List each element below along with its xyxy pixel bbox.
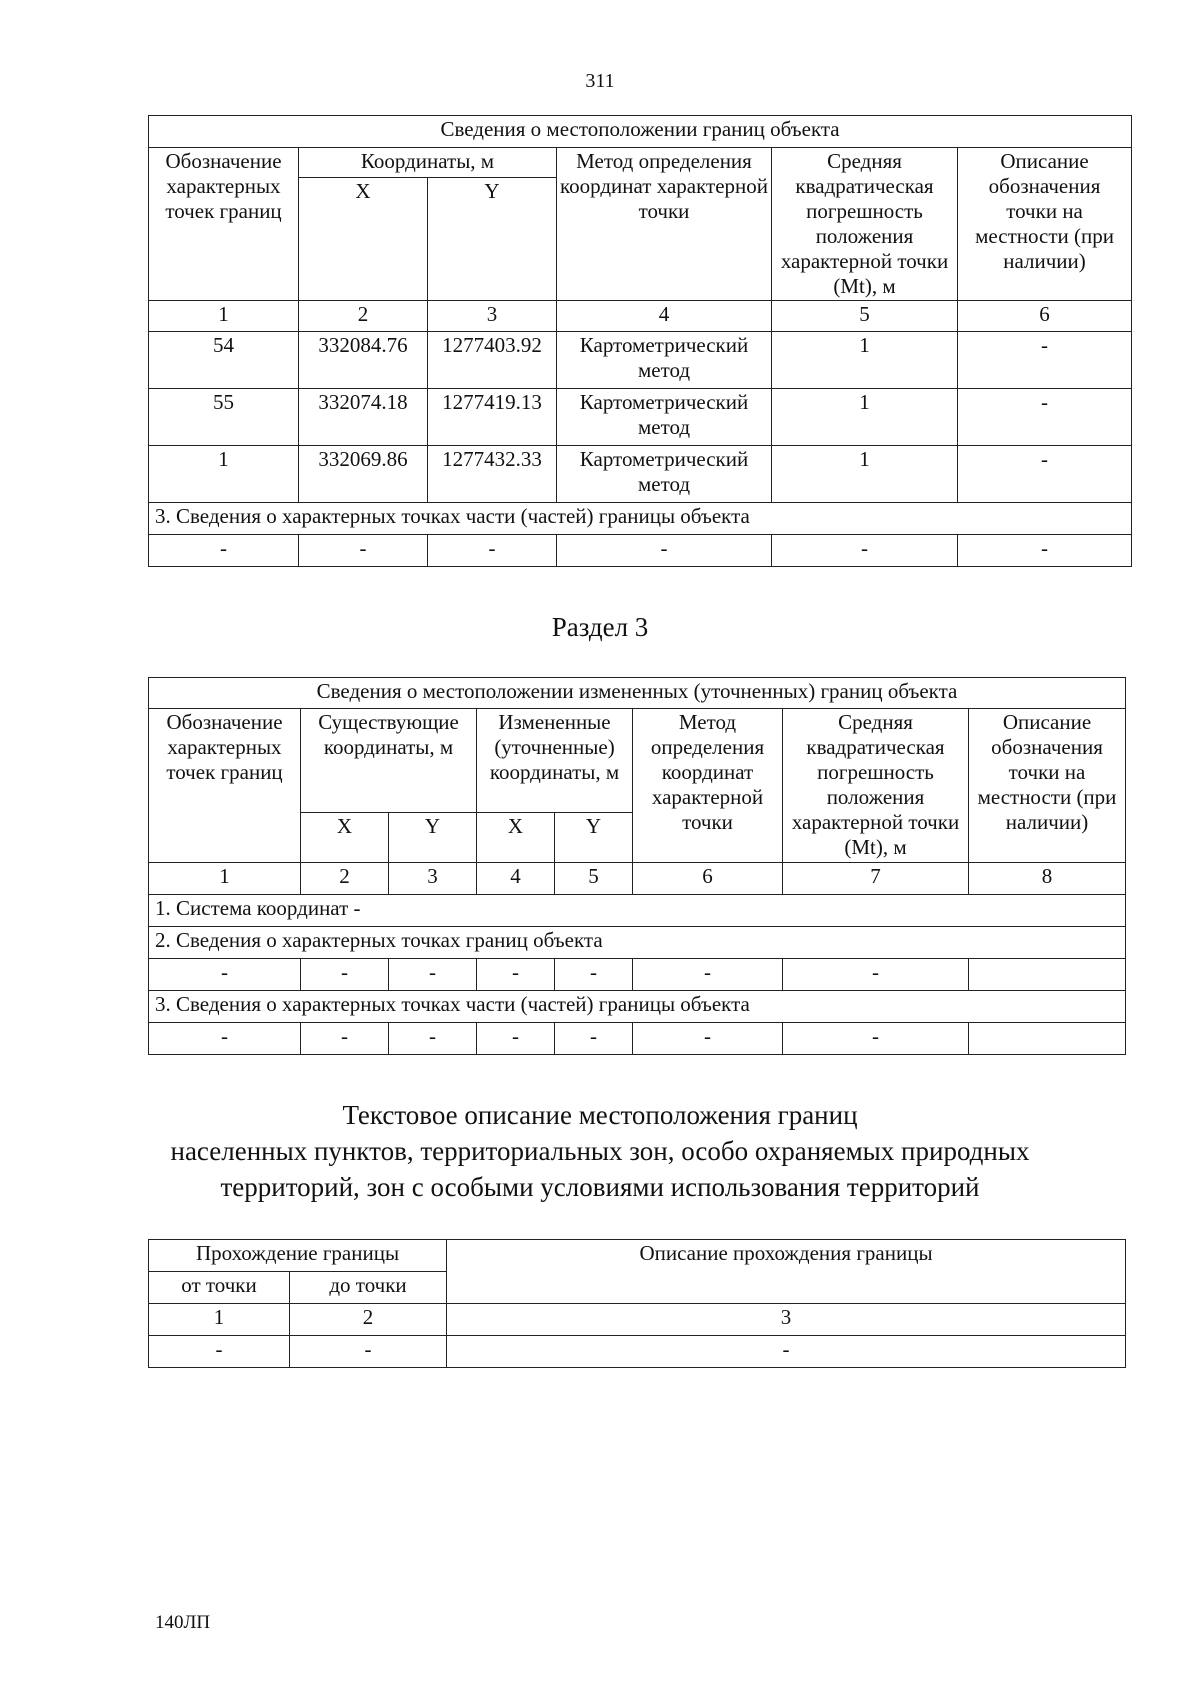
column-number: 5 <box>772 301 958 332</box>
header-x: X <box>301 813 389 863</box>
description-value: - <box>958 332 1132 389</box>
header-description: Описание обозначения точки на местности (при наличии) <box>969 709 1126 863</box>
empty-cell: - <box>447 1336 1126 1368</box>
coord-x: 332074.18 <box>299 389 428 446</box>
description-value: - <box>958 446 1132 503</box>
coordinate-system-label: 1. Система координат - <box>149 895 1126 927</box>
empty-cell: - <box>555 959 633 991</box>
column-number: 3 <box>389 863 477 895</box>
table-row <box>149 1336 1126 1368</box>
table-row <box>149 332 1132 389</box>
boundary-location-table <box>148 115 1132 567</box>
empty-cell: - <box>557 535 772 567</box>
coord-y: 1277403.92 <box>428 332 557 389</box>
header-x: X <box>299 178 428 301</box>
empty-cell: - <box>477 1023 555 1055</box>
column-number: 3 <box>428 301 557 332</box>
table-row <box>149 535 1132 567</box>
column-number: 1 <box>149 863 301 895</box>
column-number: 5 <box>555 863 633 895</box>
section-title: Раздел 3 <box>551 612 649 642</box>
column-number: 2 <box>301 863 389 895</box>
heading-line: населенных пунктов, территориальных зон, особо охраняемых природных <box>170 1136 1030 1166</box>
point-id: 55 <box>149 389 299 446</box>
method: Картометрический метод <box>557 446 772 503</box>
empty-cell: - <box>149 959 301 991</box>
section-label: 2. Сведения о характерных точках границ объекта <box>149 927 1126 959</box>
table-title: Сведения о местоположении измененных (уточненных) границ объекта <box>149 678 1126 709</box>
header-x: X <box>477 813 555 863</box>
column-number: 6 <box>633 863 783 895</box>
description-value: - <box>958 389 1132 446</box>
column-number: 2 <box>290 1304 447 1336</box>
header-point-designation: Обозначение характерных точек границ <box>149 709 301 863</box>
method: Картометрический метод <box>557 389 772 446</box>
header-existing-coordinates: Существующие координаты, м <box>301 709 477 813</box>
heading-line: Текстовое описание местоположения границ <box>342 1100 858 1130</box>
coord-y: 1277432.33 <box>428 446 557 503</box>
header-coordinates: Координаты, м <box>299 148 557 178</box>
table-row <box>149 389 1132 446</box>
header-description: Описание обозначения точки на местности (при наличии) <box>958 148 1132 301</box>
empty-cell: - <box>783 1023 969 1055</box>
heading-line: территорий, зон с особыми условиями использования территорий <box>220 1172 980 1202</box>
header-method: Метод определения координат характерной точки <box>633 709 783 863</box>
error-value: 1 <box>772 332 958 389</box>
empty-cell: - <box>633 959 783 991</box>
empty-cell: - <box>149 535 299 567</box>
empty-cell: - <box>301 959 389 991</box>
table-row <box>149 446 1132 503</box>
empty-cell: - <box>149 1023 301 1055</box>
column-number: 8 <box>969 863 1126 895</box>
section-label: 3. Сведения о характерных точках части (частей) границы объекта <box>149 503 1132 535</box>
empty-cell: - <box>299 535 428 567</box>
column-number: 4 <box>557 301 772 332</box>
header-error: Средняя квадратическая погрешность положения характерной точки (Mt), м <box>783 709 969 863</box>
empty-cell: - <box>389 1023 477 1055</box>
empty-cell: - <box>477 959 555 991</box>
table-title: Сведения о местоположении границ объекта <box>149 116 1132 148</box>
header-point-designation: Обозначение характерных точек границ <box>149 148 299 301</box>
empty-cell <box>969 959 1126 991</box>
empty-cell: - <box>783 959 969 991</box>
header-changed-coordinates: Измененные (уточненные) координаты, м <box>477 709 633 813</box>
table-row <box>149 1023 1126 1055</box>
header-error: Средняя квадратическая погрешность положения характерной точки (Mt), м <box>772 148 958 301</box>
column-number: 7 <box>783 863 969 895</box>
empty-cell: - <box>428 535 557 567</box>
header-method: Метод определения координат характерной точки <box>557 148 772 301</box>
page-number: 311 <box>585 70 615 92</box>
coord-y: 1277419.13 <box>428 389 557 446</box>
empty-cell: - <box>389 959 477 991</box>
column-number: 3 <box>447 1304 1126 1336</box>
header-y: Y <box>389 813 477 863</box>
method: Картометрический метод <box>557 332 772 389</box>
empty-cell: - <box>633 1023 783 1055</box>
header-y: Y <box>428 178 557 301</box>
error-value: 1 <box>772 446 958 503</box>
empty-cell <box>969 1023 1126 1055</box>
header-passage: Прохождение границы <box>149 1240 447 1272</box>
boundary-passage-table <box>148 1239 1126 1368</box>
header-from-point: от точки <box>149 1272 290 1304</box>
empty-cell: - <box>772 535 958 567</box>
empty-cell: - <box>301 1023 389 1055</box>
empty-cell: - <box>958 535 1132 567</box>
coord-x: 332069.86 <box>299 446 428 503</box>
section-label: 3. Сведения о характерных точках части (частей) границы объекта <box>149 991 1126 1023</box>
column-number: 2 <box>299 301 428 332</box>
error-value: 1 <box>772 389 958 446</box>
column-number: 4 <box>477 863 555 895</box>
point-id: 54 <box>149 332 299 389</box>
header-to-point: до точки <box>290 1272 447 1304</box>
document-code: 140ЛП <box>155 1612 211 1633</box>
empty-cell: - <box>555 1023 633 1055</box>
column-number: 1 <box>149 1304 290 1336</box>
text-description-heading <box>100 1097 1100 1205</box>
empty-cell: - <box>290 1336 447 1368</box>
empty-cell: - <box>149 1336 290 1368</box>
column-number: 6 <box>958 301 1132 332</box>
table-row <box>149 959 1126 991</box>
column-number: 1 <box>149 301 299 332</box>
point-id: 1 <box>149 446 299 503</box>
changed-boundary-table <box>148 677 1126 1055</box>
header-passage-description: Описание прохождения границы <box>447 1240 1126 1304</box>
header-y: Y <box>555 813 633 863</box>
coord-x: 332084.76 <box>299 332 428 389</box>
